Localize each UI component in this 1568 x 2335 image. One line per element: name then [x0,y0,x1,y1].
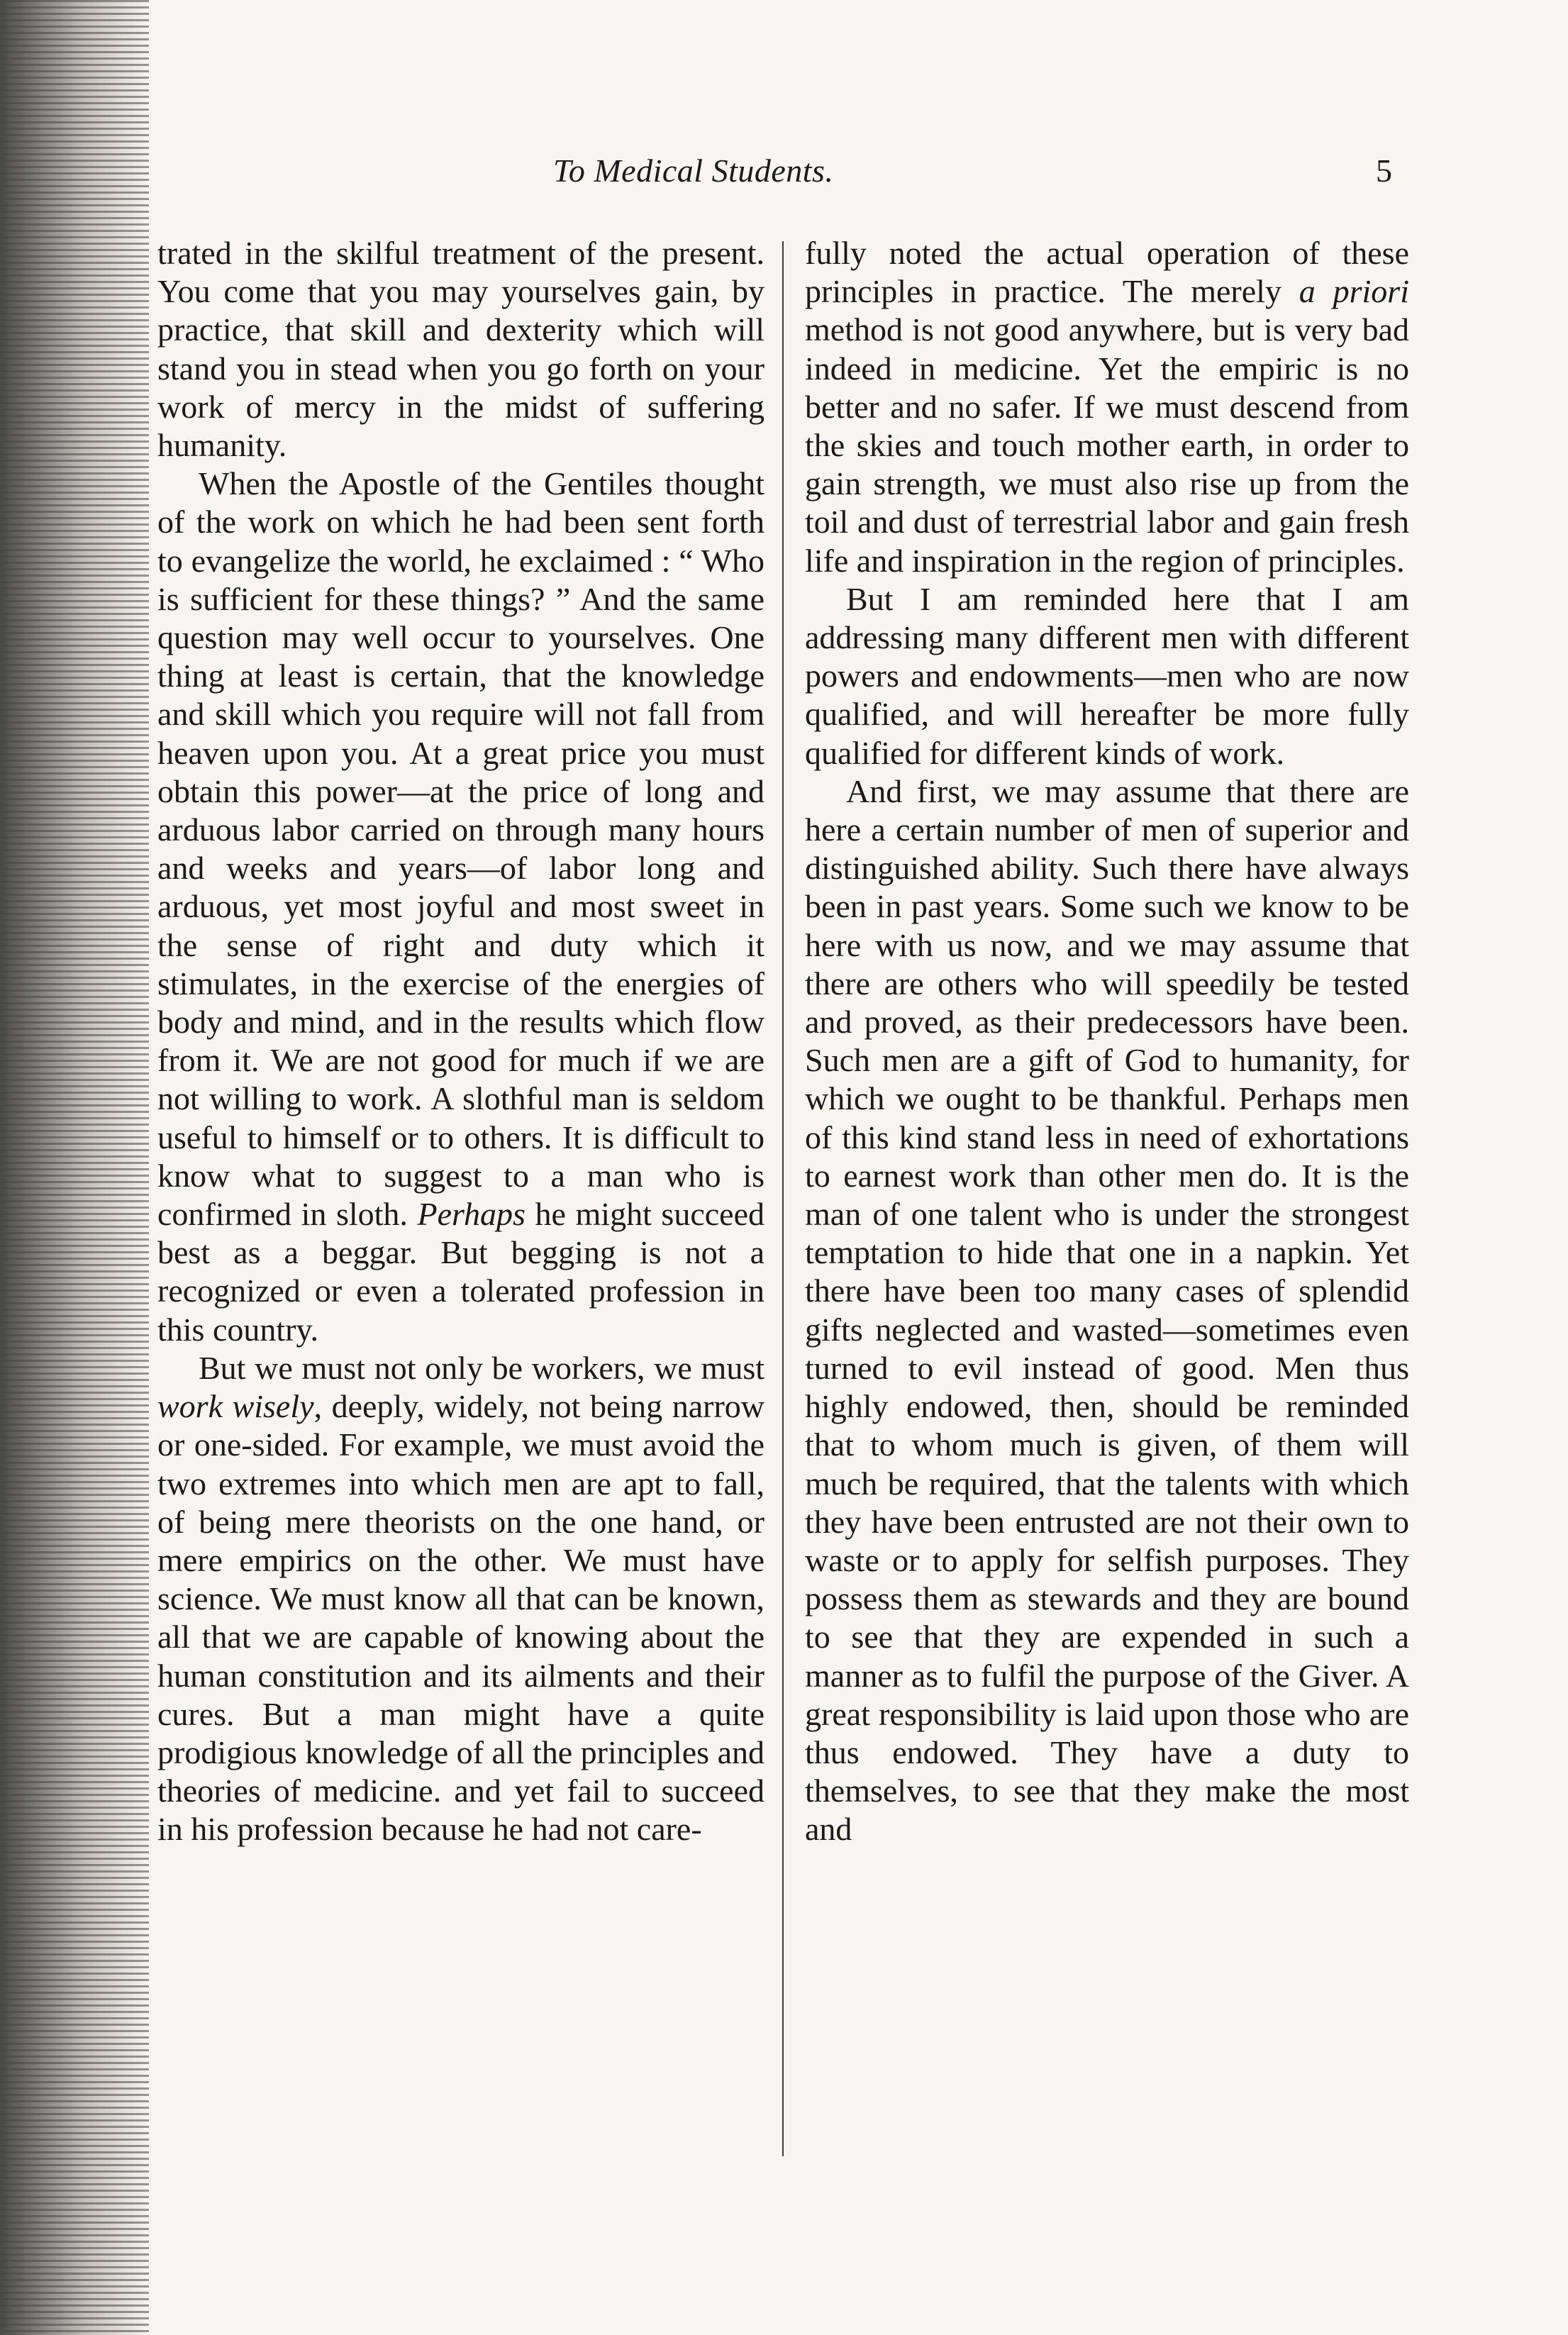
text-run: But we must not only be workers, we must [199,1349,764,1386]
italic-text: Perhaps [417,1196,526,1233]
running-title: To Medical Students. [553,152,834,189]
text-run: But I am reminded here that I am addressing many different men with different powers and endowments—men who are now qualified, and will hereafter be more fully qualified for different kinds of work. [805,580,1409,771]
text-run: method is not good anywhere, but is very bad indeed in medicine. Yet the empiric is no better and no safer. If we must descend from the skies and touch mother earth, in order to gain strength, we must also rise up from the toil and dust of terrestrial labor and gain fresh life and inspiration in the region of principles. [805,311,1409,579]
text-run: fully noted the actual operation of these principles in practice. The merely [805,235,1409,310]
paragraph [805,234,1409,580]
text-run: And first, we may assume that there are here a certain number of men of superior and distinguished ability. Such there have always been in past years. Some such we know to be here with us now, and we may assume that there are others who will speedily be tested and proved, as their predecessors have been. Such men are a gift of God to humanity, for which we ought to be thankful. Perhaps men of this kind stand less in need of exhortations to earnest work than other men do. It is the man of one talent who is under the strongest temptation to hide that one in a napkin. Yet there have been too many cases of splendid gifts neglected and wasted—sometimes even turned to evil instead of good. Men thus highly endowed, then, should be reminded that to whom much is given, of them will much be required, that the talents with which they have been entrusted are not their own to waste or to apply for selfish purposes. They possess them as stewards and they are bound to see that they are expended in such a manner as to fulfil the purpose of the Giver. A great responsibility is laid upon those who are thus endowed. They have a duty to themselves, to see that they make the most and [805,772,1409,1848]
page-number: 5 [1376,152,1392,189]
text-run: trated in the skilful treatment of the present. You come that you may yourselves gain, by practice, that skill and dexterity which will stand you in stead when you go forth on your work of mercy in the midst of suffering humanity. [157,235,764,464]
left-text-column [157,234,764,1849]
book-binding-edge [0,0,149,2335]
italic-text: work wisely [157,1388,314,1425]
column-rule [782,241,784,2156]
paragraph [157,465,764,1349]
paragraph [805,772,1409,1849]
text-run: When the Apostle of the Gentiles thought of the work on which he had been sent forth to evangelize the world, he exclaimed : “ Who is sufficient for these things? ” And the same question may well occur to yourselves. One thing at least is certain, that the knowledge and skill which you require will not fall from heaven upon you. At a great price you must obtain this power—at the price of long and arduous labor carried on through many hours and weeks and years—of labor long and arduous, yet most joyful and most sweet in the sense of right and duty which it stimulates, in the exercise of the energies of body and mind, and in the results which flow from it. We are not good for much if we are not willing to work. A slothful man is seldom useful to himself or to others. It is difficult to know what to suggest to a man who is confirmed in sloth. [157,465,764,1233]
paragraph [157,1349,764,1849]
italic-text: a priori [1299,273,1409,310]
text-run: , deeply, widely, not being narrow or one-sided. For example, we must avoid the two extremes into which men are apt to fall, of being mere theorists on the one hand, or mere empirics on the other. We must have science. We must know all that can be known, all that we are capable of knowing about the human constitution and its ailments and their cures. But a man might have a quite prodigious knowledge of all the principles and theories of medicine. and yet fail to succeed in his profession because he had not care- [157,1388,765,1848]
paragraph [157,234,764,465]
text-run: he might succeed best as a beggar. But begging is not a recognized or even a tolerated profession in this country. [157,1196,764,1348]
right-text-column [805,234,1409,1849]
paragraph [805,580,1409,772]
